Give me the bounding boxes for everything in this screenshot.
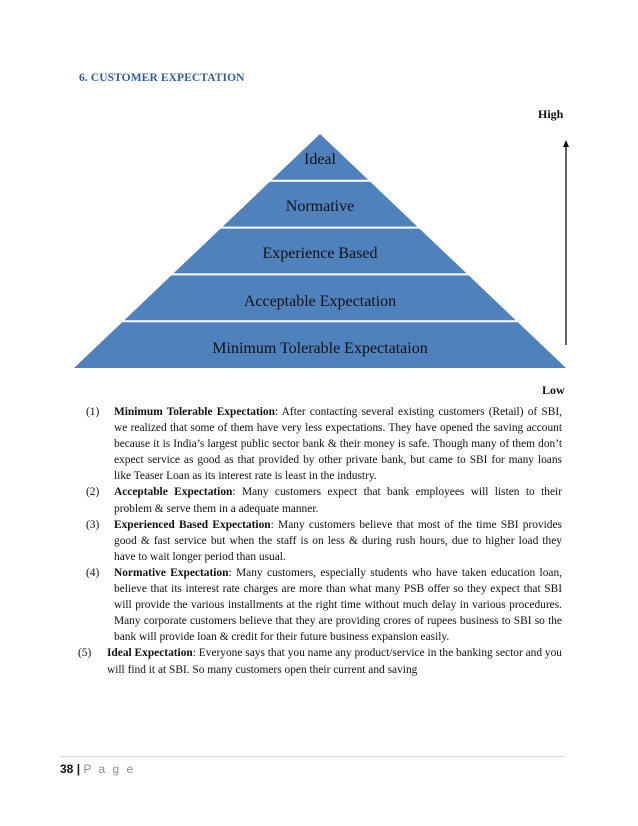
list-item-text: : Everyone says that you name any product/service in the banking sector and you will find it at SBI. So many customers open their current and saving [107,647,563,676]
list-item [86,484,562,516]
page-footer [60,762,135,776]
list-item-title: Experienced Based Expectation [114,518,271,531]
list-item-title: Normative Expectation [114,566,229,579]
list-item-title: Minimum Tolerable Expectation [114,406,275,418]
pyramid-layer-acceptable: Acceptable Expectation [243,293,397,310]
list-item-text: : Many customers, especially students who have taken education loan, believe that its interest rate charges are more than what many PSB offer so they expect that SBI will provide the various installments at the right time without much delay in various procedures. Many corporate customers believe that they are providing crores of rupees business to SBI so the bank will provide loan & credit for their future business expansion easily. [114,566,562,644]
list-item-number: (2) [86,486,100,499]
list-item-text: : After contacting several existing customers (Retail) of SBI, we realized that some of them have very less expectations. They have opened the saving account because it is India’s largest public sector bank & their money is safe. Though many of them don’t expect service as good as that provided by other private bank, but came to SBI for many loans like Teaser Loan as its interest rate is least in the industry. [114,406,562,483]
list-item-number: (1) [86,406,100,418]
list-item [86,404,562,484]
page-number: 38 [60,762,74,776]
footer-separator: | [73,762,84,776]
list-item-number: (5) [78,647,92,660]
footer-divider [60,756,565,757]
list-item-title: Ideal Expectation [107,647,193,660]
expectation-pyramid [74,134,566,368]
pyramid-layer-experience-based: Experience Based [262,245,378,262]
list-item [86,565,562,645]
pyramid-layer-minimum-tolerable: Minimum Tolerable Expectataion [212,340,428,357]
section-heading: 6. CUSTOMER EXPECTATION [79,72,245,84]
list-item-text: : Many customers expect that bank employees will listen to their problem & serve them in a adequate manner. [114,486,562,515]
list-item-title: Acceptable Expectation [114,486,233,499]
page-word: P a g e [83,762,136,776]
list-item-text: : Many customers believe that most of the time SBI provides good & fast service but when the staff is on less & during rush hours, due to higher load they have to wait longer period than usual. [114,518,562,563]
pyramid-layer-ideal: Ideal [304,151,336,168]
scale-high-label: High [538,107,564,121]
list-item [86,517,562,565]
scale-low-label: Low [542,383,565,397]
list-item [78,645,563,677]
expectation-list [78,404,563,678]
pyramid-layer-normative: Normative [285,198,355,215]
list-item-number: (3) [86,518,100,531]
list-item-number: (4) [86,566,100,579]
